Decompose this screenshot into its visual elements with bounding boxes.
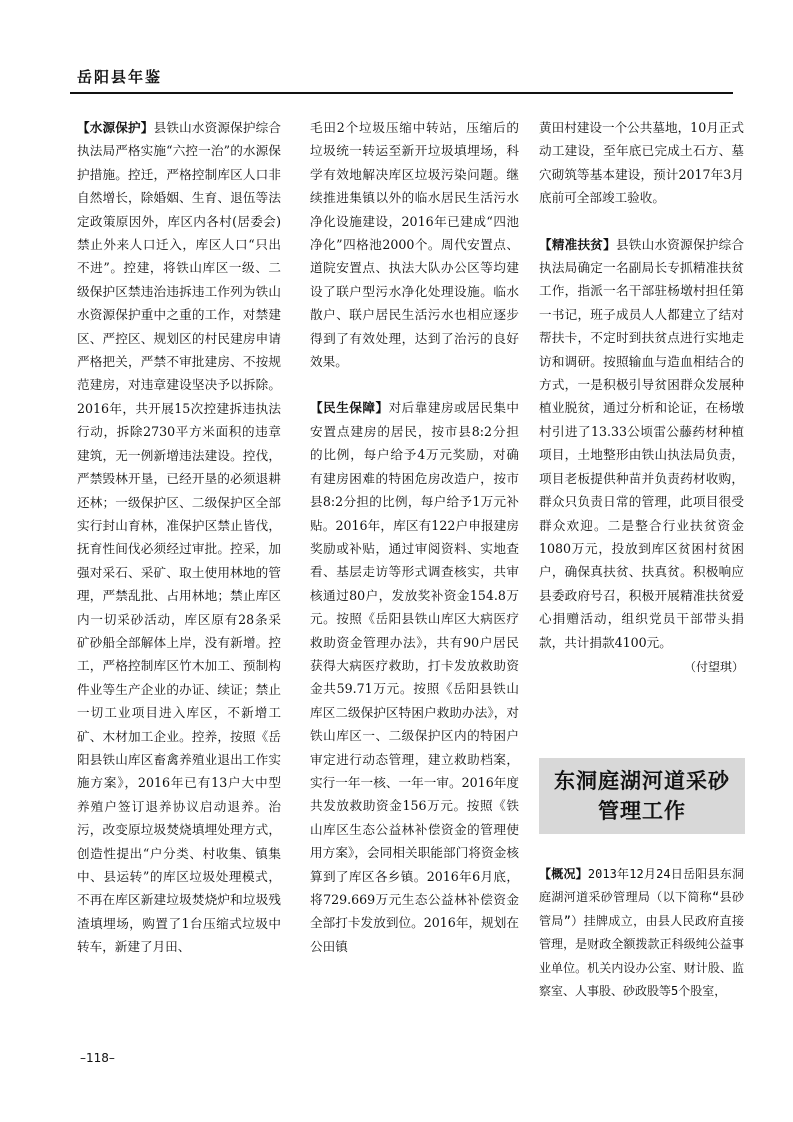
paragraph-continued: 毛田2个垃圾压缩中转站，压缩后的垃圾统一转运至新开垃圾填埋场，科学有效地解决库区垃圾污染问题。继续推进集镇以外的临水居民生活污水净化设施建设，2016年已建成“四池净化”四格池2000个。周代安置点、道院安置点、执法大队办公区等均建设了联户型污水净化处理设施。临水散户、联户居民生活污水也相应逐步得到了有效处理，达到了治污的良好效果。 — [310, 120, 519, 370]
spacer — [539, 210, 744, 233]
paragraph-text: 对后靠建房或居民集中安置点建房的居民，按市县8:2分担的比例，每户给予4万元奖励，对确有建房困难的特困危房改造户，按市县8:2分担的比例，每户给予1万元补贴。2016年，库区有122户申报建房奖励或补贴，通过审阅资料、实地查看、基层走访等形式调查核实，共审核通过80户，发放奖补资金154.8万元。按照《岳阳县铁山库区大病医疗救助资金管理办法》，共有90户居民获得大病医疗救助，打卡发放救助资金共59.71万元。按照《岳阳县铁山库区二级保护区特困户救助办法》，对铁山库区一、二级保护区内的特困户审定进行动态管理，建立救助档案，实行一年一核、一年一审。2016年度共发放救助资金156万元。按照《铁山库区生态公益林补偿资金的管理使用方案》，会同相关职能部门将资金核算到了库区各乡镇。2016年6月底，将729.669万元生态公益林补偿资金全部打卡发放到位。2016年，规划在公田镇 — [310, 400, 519, 954]
section-tag-livelihood-security: 【民生保障】 — [310, 400, 389, 416]
paragraph-text: 2013年12月24日岳阳县东洞庭湖河道采砂管理局（以下简称“县砂管局”）挂牌成立，由县人民政府直接管理，是财政全额拨款正科级纯公益事业单位。机关内设办公室、财计股、监察室、人事股、砂政股等5个股室， — [539, 867, 744, 999]
section-tag-water-source-protection: 【水源保护】 — [77, 120, 154, 135]
paragraph-livelihood-security — [310, 396, 519, 958]
section-tag-poverty-alleviation: 【精准扶贫】 — [539, 236, 616, 252]
author-credit: （付望琪） — [683, 659, 744, 674]
column-2 — [310, 116, 519, 958]
column-1 — [77, 116, 281, 959]
column-3 — [539, 116, 744, 679]
paragraph-overview — [539, 863, 744, 1003]
paragraph-continued: 黄田村建设一个公共墓地，10月正式动工建设，至年底已完成土石方、墓穴砌筑等基本建设，预计2017年3月底前可全部竣工验收。 — [539, 120, 744, 206]
page-number: –118– — [80, 1051, 115, 1065]
paragraph-poverty-alleviation — [539, 233, 744, 654]
section-title-line-1: 东洞庭湖河道采砂 — [554, 769, 730, 793]
section-title-line-2: 管理工作 — [598, 799, 686, 823]
paragraph-water-source-protection — [77, 116, 281, 959]
header-rule — [70, 92, 733, 94]
paragraph-text: 县铁山水资源保护综合执法局确定一名副局长专抓精准扶贫工作，指派一名干部驻杨墩村担任第一书记，班子成员人人都建立了结对帮扶卡，不定时到扶贫点进行实地走访和调研。按照输血与造血相结合的方式，一是积极引导贫困群众发展种植业脱贫，通过分析和论证，在杨墩村引进了13.33公顷雷公藤药材种植项目，土地整形由铁山执法局负责，项目老板提供种苗并负责药材收购，群众只负责日常的管理，此项目很受群众欢迎。二是整合行业扶贫资金1080万元，投放到库区贫困村贫困户，确保真扶贫、扶真贫。积极响应县委政府号召，积极开展精准扶贫爱心捐赠活动，组织党员干部带头捐款，共计捐款4100元。 — [539, 236, 745, 650]
section-tag-overview: 【概况】 — [539, 867, 588, 881]
section-title-box — [539, 758, 745, 834]
spacer — [310, 373, 519, 396]
running-title: 岳阳县年鉴 — [77, 68, 163, 86]
paragraph-text: 县铁山水资源保护综合执法局严格实施“六控一治”的水源保护措施。控迁，严格控制库区人口非自然增长，除婚姻、生育、退伍等法定政策原因外，库区内各村(居委会)禁止外来人口迁入，库区人口“只出不进”。控建，将铁山库区一级、二级保护区禁违治违拆违工作列为铁山水资源保护重中之重的工作，对禁建区、严控区、规划区的村民建房申请严格把关，严禁不审批建房、不按规范建房，对违章建设坚决予以拆除。2016年，共开展15次控建拆违执法行动，拆除2730平方米面积的违章建筑，无一例新增违法建设。控伐，严禁毁林开垦，已经开垦的必须退耕还林；一级保护区、二级保护区全部实行封山育林，准保护区禁止皆伐，抚育性间伐必须经过审批。控采，加强对采石、采矿、取土使用林地的管理，严禁乱批、占用林地；禁止库区内一切采砂活动，库区原有28条采矿砂船全部解体上岸，没有新增。控工，严格控制库区竹木加工、预制构件业等生产企业的办证、续证；禁止一切工业项目进入库区，不新增工矿、木材加工企业。控养，按照《岳阳县铁山库区畜禽养殖业退出工作实施方案》，2016年已有13户大中型养殖户签订退养协议启动退养。治污，改变原垃圾焚烧填埋处理方式，创造性提出“户分类、村收集、镇集中、县运转”的库区垃圾处理模式，不再在库区新建垃圾焚烧炉和垃圾残渣填埋场，购置了1台压缩式垃圾中转车，新建了月田、 — [77, 120, 282, 955]
